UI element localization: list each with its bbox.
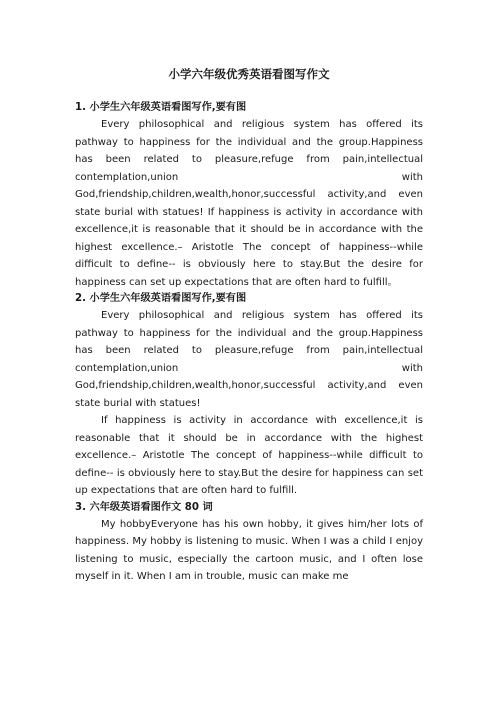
section-paragraph: Every philosophical and religious system has offered its pathway to happiness for the individual and the group.Happiness has been related to pleasure,refuge from pain,intellectual contemplation,union with God,friendship,children,wealth,honor,successful activity,and even state burial with statues!	[75, 310, 423, 409]
section-paragraph: If happiness is activity in accordance with excellence,it is reasonable that it should be in accordance with the highest excellence.– Aristotle The concept of happiness--while difficult to define-- is obviously here to stay.But the desire for happiness can set up expectations that are often hard to fulfill.	[75, 415, 423, 496]
section-3	[75, 500, 423, 586]
section-paragraph: Every philosophical and religious system has offered its pathway to happiness for the individual and the group.Happiness has been related to pleasure,refuge from pain,intellectual contemplation,union with God,friendship,children,wealth,honor,successful activity,and even state burial with statues! If happiness is activity in accordance with excellence,it is reasonable that it should be in accordance with the highest excellence.– Aristotle The concept of happiness--while difficult to define-- is obviously here to stay.But the desire for happiness can set up expectations that are often hard to fulfill。	[75, 119, 423, 288]
section-1	[75, 100, 423, 291]
section-paragraph: My hobbyEveryone has his own hobby, it gives him/her lots of happiness. My hobby is listening to music. When I was a child I enjoy listening to music, especially the cartoon music, and I often lose myself in it. When I am in trouble, music can make me	[75, 518, 423, 582]
section-heading: 1. 小学生六年级英语看图写作,要有图	[75, 102, 247, 113]
section-heading: 2. 小学生六年级英语看图写作,要有图	[75, 293, 247, 304]
section-2	[75, 291, 423, 500]
document-title: 小学六年级优秀英语看图写作文	[168, 67, 330, 81]
section-heading: 3. 六年级英语看图作文 80 词	[75, 501, 213, 513]
